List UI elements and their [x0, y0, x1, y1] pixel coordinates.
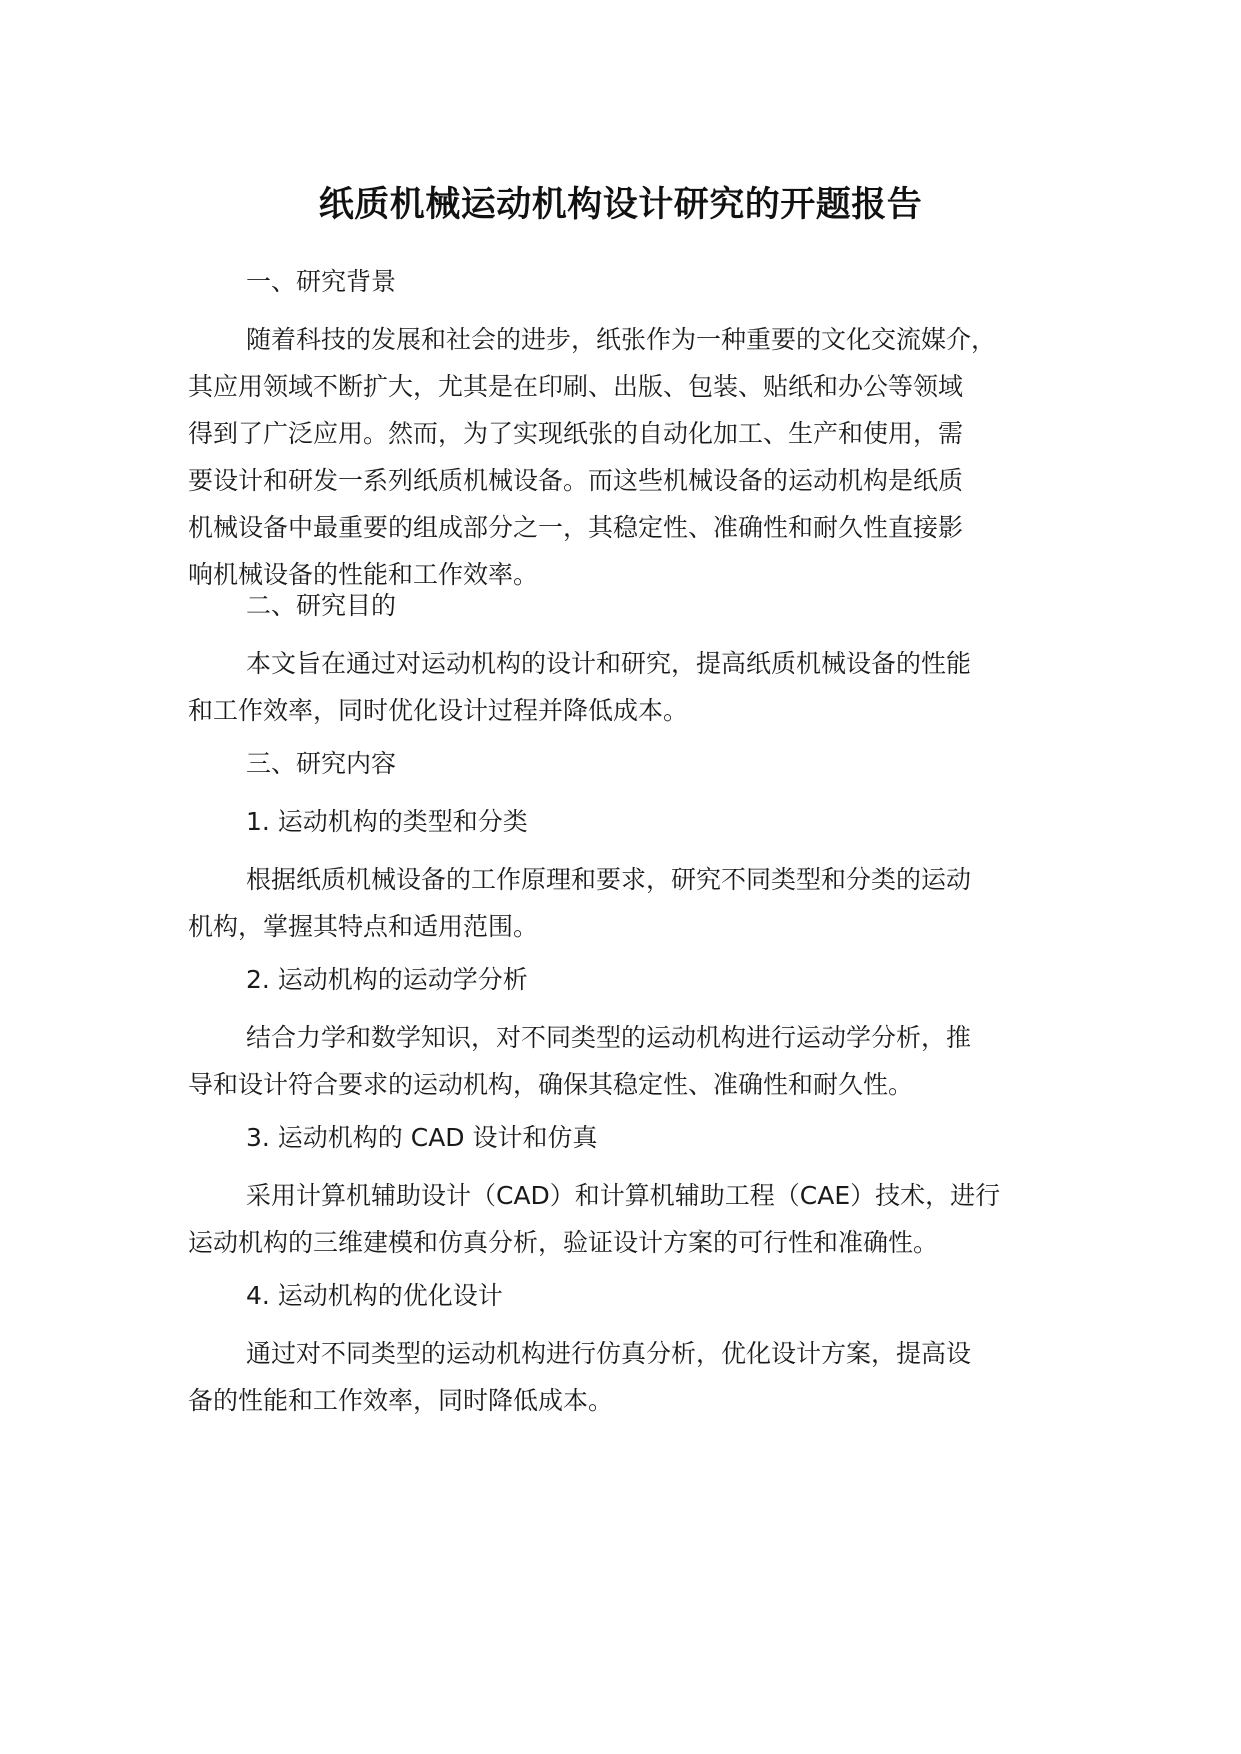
paragraph-line: 运动机构的三维建模和仿真分析，验证设计方案的可行性和准确性。 — [188, 1228, 939, 1257]
paragraph-line: 和工作效率，同时优化设计过程并降低成本。 — [188, 696, 689, 725]
section-heading-purpose — [188, 582, 1068, 629]
section-heading-background — [188, 258, 1068, 305]
section-heading-content — [188, 740, 1068, 787]
paragraph-line: 根据纸质机械设备的工作原理和要求，研究不同类型和分类的运动 — [246, 865, 972, 894]
heading-text: 3. 运动机构的 CAD 设计和仿真 — [246, 1123, 598, 1152]
heading-text: 2. 运动机构的运动学分析 — [246, 965, 528, 994]
paragraph-line: 响机械设备的性能和工作效率。 — [188, 560, 539, 589]
paragraph-line: 机械设备中最重要的组成部分之一，其稳定性、准确性和耐久性直接影 — [188, 513, 964, 542]
paragraph-line: 采用计算机辅助设计（CAD）和计算机辅助工程（CAE）技术，进行 — [246, 1181, 1001, 1210]
paragraph-line: 机构，掌握其特点和适用范围。 — [188, 912, 539, 941]
subsection-heading-1 — [188, 798, 1068, 845]
paragraph-line: 随着科技的发展和社会的进步，纸张作为一种重要的文化交流媒介， — [246, 325, 997, 354]
heading-text: 三、研究内容 — [246, 749, 397, 778]
paragraph-line: 要设计和研发一系列纸质机械设备。而这些机械设备的运动机构是纸质 — [188, 466, 964, 495]
document-title: 纸质机械运动机构设计研究的开题报告 — [318, 185, 923, 225]
paragraph-line: 其应用领域不断扩大，尤其是在印刷、出版、包装、贴纸和办公等领域 — [188, 372, 964, 401]
paragraph-subsection-2 — [188, 1014, 1068, 1108]
heading-text: 1. 运动机构的类型和分类 — [246, 807, 528, 836]
paragraph-subsection-4 — [188, 1330, 1068, 1424]
paragraph-line: 通过对不同类型的运动机构进行仿真分析，优化设计方案，提高设 — [246, 1339, 972, 1368]
paragraph-line: 本文旨在通过对运动机构的设计和研究，提高纸质机械设备的性能 — [246, 649, 972, 678]
heading-text: 4. 运动机构的优化设计 — [246, 1281, 503, 1310]
heading-text: 二、研究目的 — [246, 591, 397, 620]
paragraph-subsection-1 — [188, 856, 1068, 950]
paragraph-line: 备的性能和工作效率，同时降低成本。 — [188, 1386, 614, 1415]
paragraph-background — [188, 316, 1068, 598]
paragraph-line: 结合力学和数学知识，对不同类型的运动机构进行运动学分析，推 — [246, 1023, 972, 1052]
paragraph-purpose — [188, 640, 1068, 734]
subsection-heading-3 — [188, 1114, 1068, 1161]
paragraph-subsection-3 — [188, 1172, 1068, 1266]
paragraph-line: 得到了广泛应用。然而，为了实现纸张的自动化加工、生产和使用，需 — [188, 419, 964, 448]
heading-text: 一、研究背景 — [246, 267, 397, 296]
subsection-heading-4 — [188, 1272, 1068, 1319]
subsection-heading-2 — [188, 956, 1068, 1003]
paragraph-line: 导和设计符合要求的运动机构，确保其稳定性、准确性和耐久性。 — [188, 1070, 914, 1099]
